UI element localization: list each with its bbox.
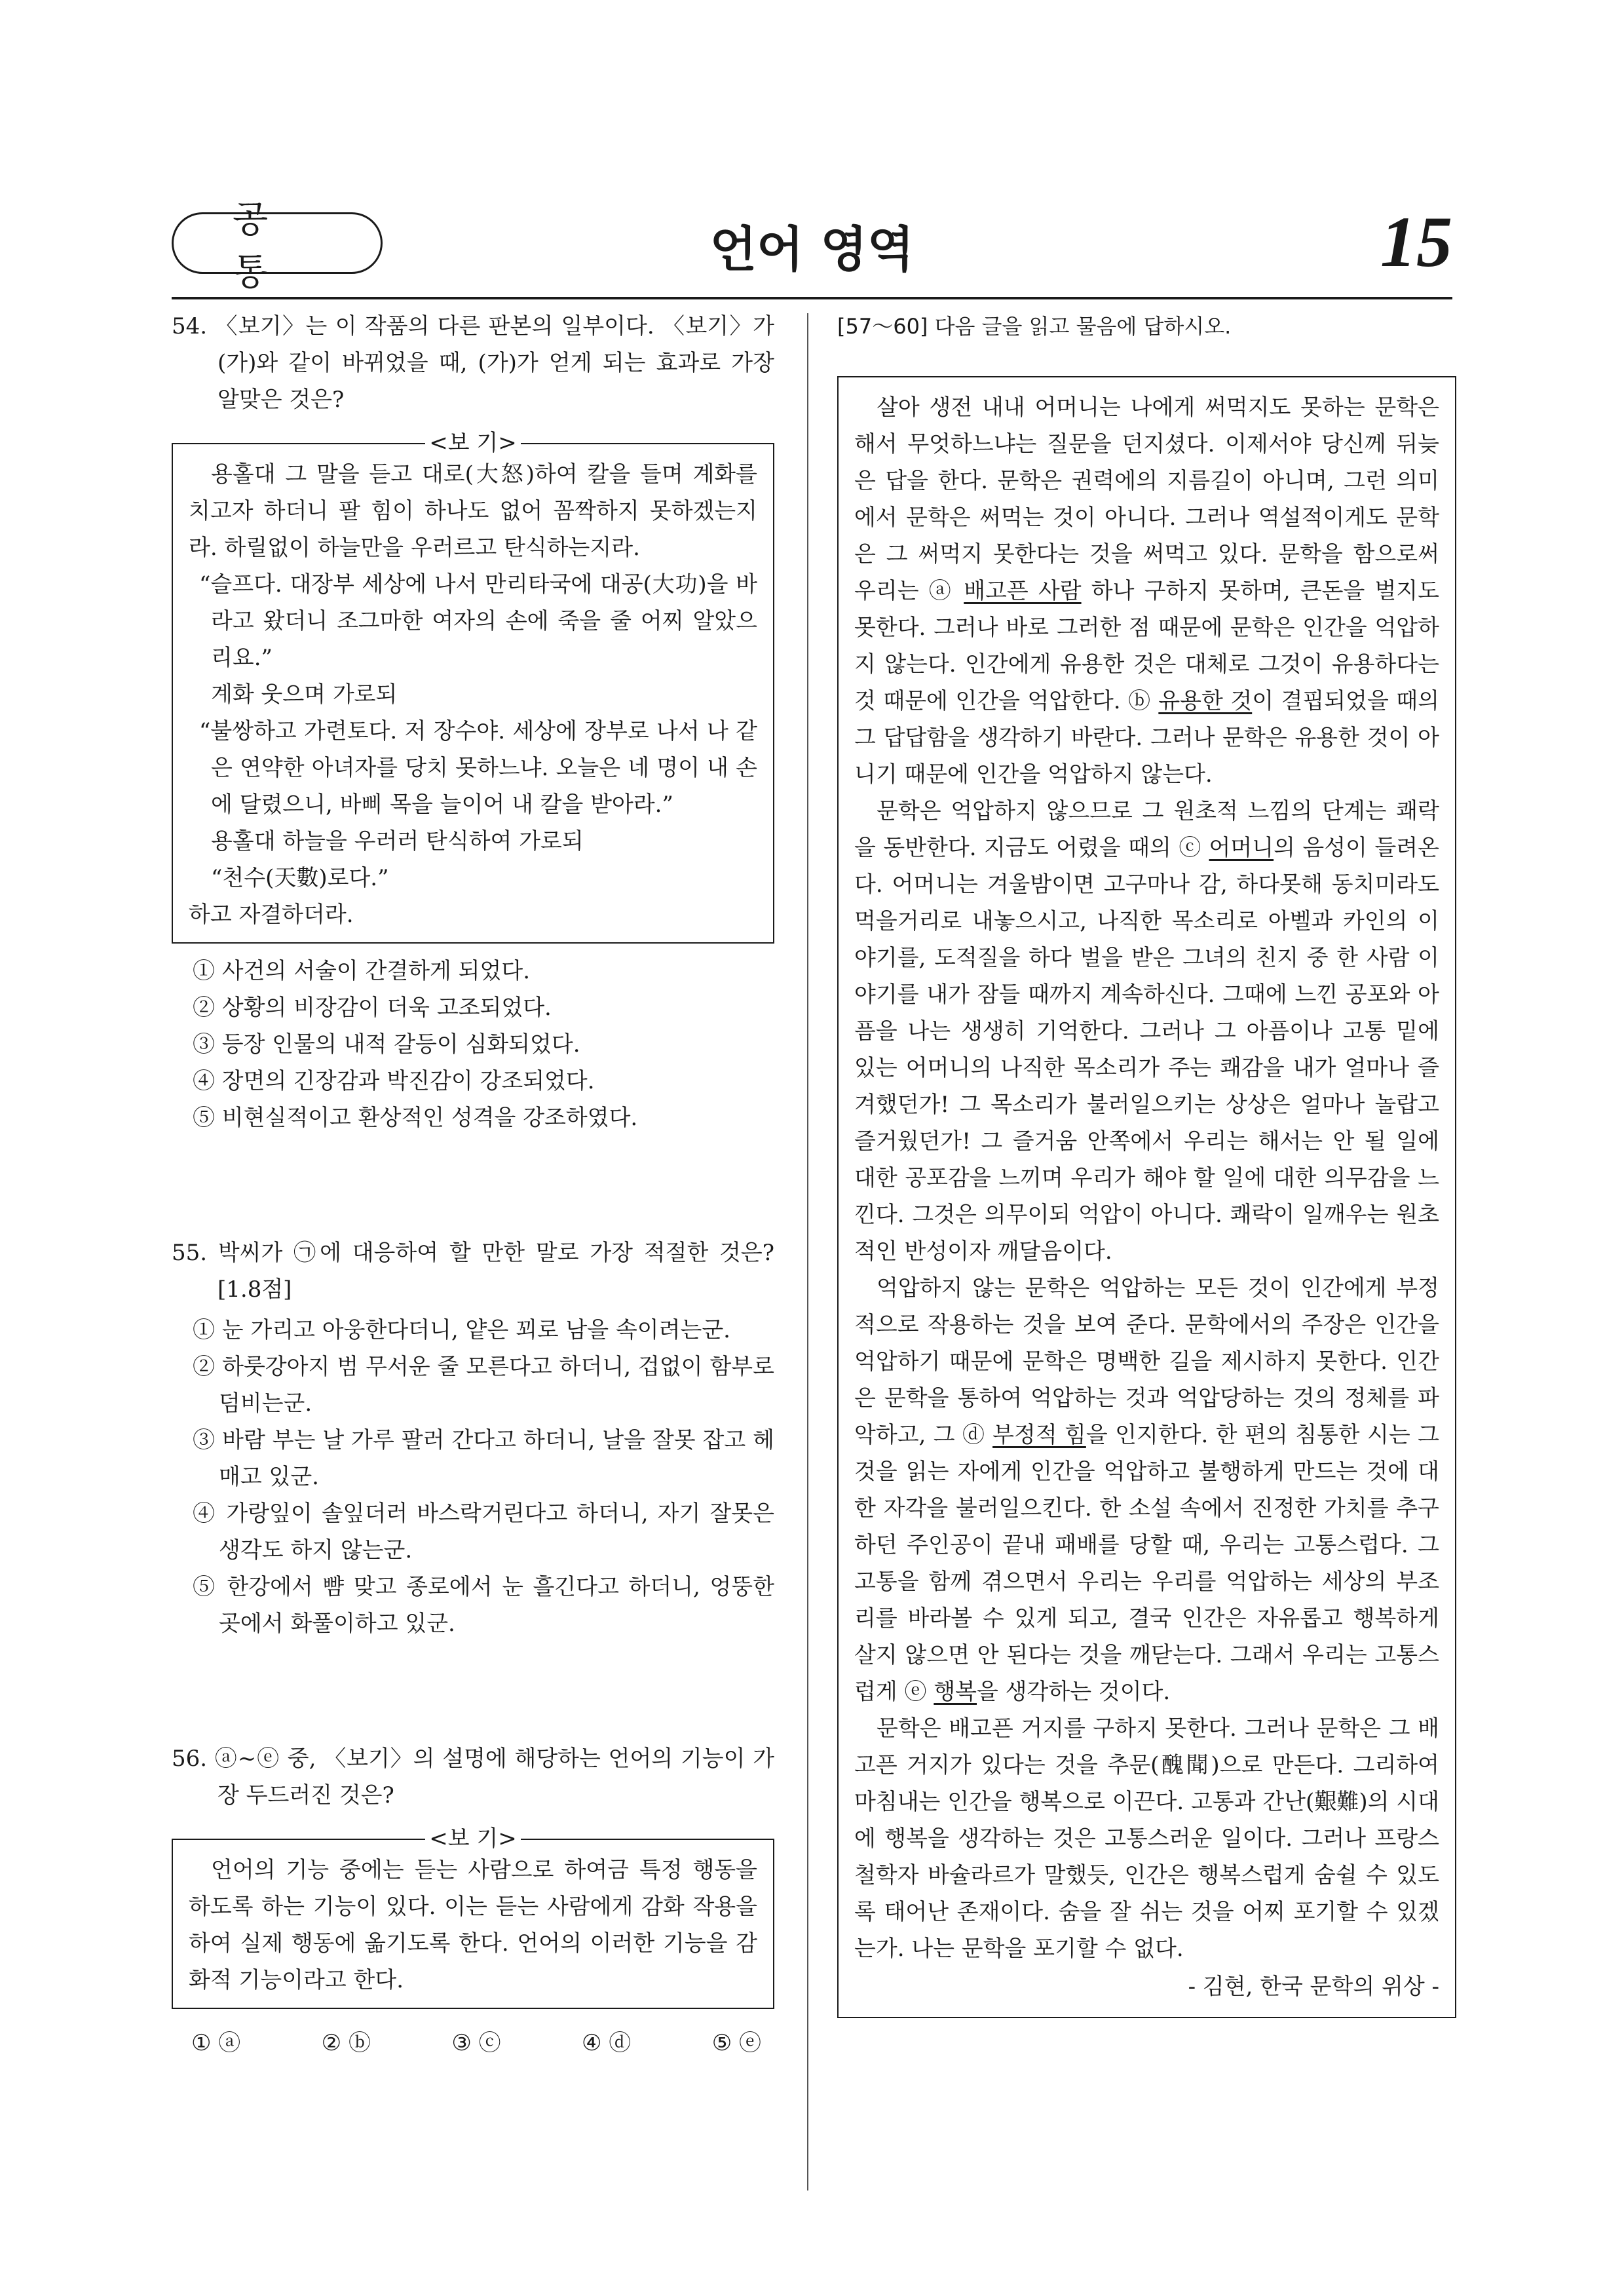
passage-paragraph: 살아 생전 내내 어머니는 나에게 써먹지도 못하는 문학은 해서 무엇하느냐는 질문을 던지셨다. 이제서야 당신께 뒤늦은 답을 한다. 문학은 권력에의 지름길이 아니며, 그런 의미에서 문학은 써먹는 것이 아니다. 그러나 역설적이게도 문학은 그 써먹지 못한다는 것을 써먹고 있다. 문학을 함으로써 우리는 ⓐ 배고픈 사람 하나 구하지 못하며, 큰돈을 벌지도 못한다. 그러나 바로 그러한 점 때문에 문학은 인간을 억압하지 않는다. 인간에게 유용한 것은 대체로 그것이 유용하다는 것 때문에 인간을 억압한다. ⓑ 유용한 것이 결핍되었을 때의 그 답답함을 생각하기 바란다. 그러나 문학은 유용한 것이 아니기 때문에 인간을 억압하지 않는다. [854,394,1439,788]
example-line: 계화 웃으며 가로되 [211,681,398,708]
choice-option[interactable]: ④ 장면의 긴장감과 박진감이 강조되었다. [193,1068,595,1094]
example-text: 언어의 기능 중에는 듣는 사람으로 하여금 특정 행동을 하도록 하는 기능이 있다. 이는 듣는 사람에게 감화 작용을 하여 실제 행동에 옮기도록 한다. 언어의 이러한 기능을 감화적 기능이라고 한다. [189,1857,757,1993]
example-box-label: <보 기> [425,1826,520,1852]
question-56 [172,1740,774,2061]
choice-option[interactable]: ③ 등장 인물의 내적 갈등이 심화되었다. [193,1031,580,1058]
underlined-b: 유용한 것 [1158,688,1253,714]
example-line: “슬프다. 대장부 세상에 나서 만리타국에 대공(大功)을 바라고 왔더니 조그마한 여자의 손에 죽을 줄 어찌 알았으리요.” [199,571,757,671]
right-column [837,308,1456,2018]
question-56-example-box [172,1826,774,2009]
choice-option[interactable]: ⑤ 비현실적이고 환상적인 성격을 강조하였다. [193,1105,638,1131]
reading-passage [837,376,1456,2018]
question-55 [172,1234,774,1642]
example-line: “천수(天數)로다.” [211,865,389,891]
page-title: 언어 영역 [709,221,915,278]
choice-option[interactable]: ② 상황의 비장감이 더욱 고조되었다. [193,995,552,1021]
choice-option[interactable]: ② 하룻강아지 범 무서운 줄 모른다고 하더니, 겁없이 함부로 덤비는군. [193,1354,774,1417]
choice-option[interactable]: ① 사건의 서술이 간결하게 되었다. [193,958,531,984]
choice-option[interactable]: ③ 바람 부는 날 가루 팔러 간다고 하더니, 날을 잘못 잡고 헤매고 있군. [193,1427,774,1490]
left-column [172,308,774,2061]
header-rule [172,297,1452,299]
question-54-stem: 54. 〈보기〉는 이 작품의 다른 판본의 일부이다. 〈보기〉가 (가)와 같이 바뀌었을 때, (가)가 얻게 되는 효과로 가장 알맞은 것은? [172,313,774,413]
underlined-d: 부정적 힘 [992,1422,1086,1448]
choice-option[interactable]: ④ ⓓ [582,2030,632,2056]
passage-paragraph: 억압하지 않는 문학은 억압하는 모든 것이 인간에게 부정적으로 작용하는 것을 보여 준다. 문학에서의 주장은 인간을 억압하기 때문에 문학은 명백한 길을 제시하지 못한다. 인간은 문학을 통하여 억압하는 것과 억압당하는 것의 정체를 파악하고, 그 ⓓ 부정적 힘을 인지한다. 한 편의 침통한 시는 그것을 읽는 자에게 인간을 억압하고 불행하게 만드는 것에 대한 자각을 불러일으킨다. 한 소설 속에서 진정한 가치를 추구하던 주인공이 끝내 패배를 당할 때, 우리는 고통스럽다. 그 고통을 함께 겪으면서 우리는 우리를 억압하는 세상의 부조리를 바라볼 수 있게 되고, 결국 인간은 자유롭고 행복하게 살지 않으면 안 된다는 것을 깨닫는다. 그래서 우리는 고통스럽게 ⓔ 행복을 생각하는 것이다. [854,1275,1440,1705]
question-54-choices [172,953,774,1136]
underlined-c: 어머니 [1209,835,1274,861]
page-number: 15 [1380,202,1452,282]
example-line: 용홀대 그 말을 듣고 대로(大怒)하여 칼을 들며 계화를 치고자 하더니 팔 힘이 하나도 없어 꼼짝하지 못하겠는지라. 하릴없이 하늘만을 우러르고 탄식하는지라. [189,461,757,561]
section-label: 공 통 [233,199,328,294]
passage-heading: [57～60] 다음 글을 읽고 물음에 답하시오. [837,314,1232,339]
choice-option[interactable]: ③ ⓒ [451,2030,501,2056]
question-54 [172,308,774,1136]
choice-option[interactable]: ② ⓑ [321,2030,371,2056]
example-line: “불쌍하고 가련토다. 저 장수야. 세상에 장부로 나서 나 같은 연약한 아녀자를 당치 못하느냐. 오늘은 네 명이 내 손에 달렸으니, 바삐 목을 늘이어 내 칼을 받아라.” [199,718,757,818]
question-56-stem: 56. ⓐ~ⓔ 중, 〈보기〉의 설명에 해당하는 언어의 기능이 가장 두드러진 것은? [172,1746,774,1808]
underlined-a: 배고픈 사람 [964,578,1082,604]
choice-option[interactable]: ④ 가랑잎이 솔잎더러 바스락거린다고 하더니, 자기 잘못은 생각도 하지 않는군. [193,1501,774,1563]
column-divider [807,313,808,2191]
example-box-label: <보 기> [425,430,520,456]
choice-option[interactable]: ① ⓐ [191,2030,241,2056]
choice-option[interactable]: ⑤ ⓔ [711,2030,761,2056]
question-55-stem: 55. 박씨가 ㉠에 대응하여 할 만한 말로 가장 적절한 것은? [1.8점] [172,1240,774,1303]
example-line: 용홀대 하늘을 우러러 탄식하여 가로되 [211,828,584,854]
question-56-choices [172,2025,774,2061]
passage-paragraph: 문학은 배고픈 거지를 구하지 못한다. 그러나 문학은 그 배고픈 거지가 있다는 것을 추문(醜聞)으로 만든다. 그리하여 마침내는 인간을 행복으로 이끈다. 고통과 간난(艱難)의 시대에 행복을 생각하는 것은 고통스러운 일이다. 그러나 프랑스 철학자 바슐라르가 말했듯, 인간은 행복스럽게 숨쉴 수 있도록 태어난 존재이다. 숨을 잘 쉬는 것을 어찌 포기할 수 있겠는가. 나는 문학을 포기할 수 없다. [854,1715,1439,1962]
passage-paragraph: 문학은 억압하지 않으므로 그 원초적 느낌의 단계는 쾌락을 동반한다. 지금도 어렸을 때의 ⓒ 어머니의 음성이 들려온다. 어머니는 겨울밤이면 고구마나 감, 하다못해 동치미라도 먹을거리로 내놓으시고, 나직한 목소리로 아벨과 카인의 이야기를, 도적질을 하다 벌을 받은 그녀의 친지 중 한 사람 이야기를 내가 잠들 때까지 계속하신다. 그때에 느낀 공포와 아픔을 나는 생생히 기억한다. 그러나 그 아픔이나 고통 밑에 있는 어머니의 나직한 목소리가 주는 쾌감을 내가 얼마나 즐겨했던가! 그 목소리가 불러일으키는 상상은 얼마나 놀랍고 즐거웠던가! 그 즐거움 안쪽에서 우리는 해서는 안 될 일에 대한 공포감을 느끼며 우리가 해야 할 일에 대한 의무감을 느낀다. 그것은 의무이되 억압이 아니다. 쾌락이 일깨우는 원초적인 반성이자 깨달음이다. [854,798,1440,1265]
choice-option[interactable]: ① 눈 가리고 아웅한다더니, 얕은 꾀로 남을 속이려는군. [193,1317,730,1343]
underlined-e: 행복 [934,1679,977,1705]
example-line: 하고 자결하더라. [189,902,354,928]
passage-source: - 김현, 한국 문학의 위상 - [1188,1974,1439,2000]
choice-option[interactable]: ⑤ 한강에서 뺨 맞고 종로에서 눈 흘긴다고 하더니, 엉뚱한 곳에서 화풀이하고 있군. [193,1574,774,1637]
question-54-example-box [172,430,774,944]
question-55-choices [172,1312,774,1642]
